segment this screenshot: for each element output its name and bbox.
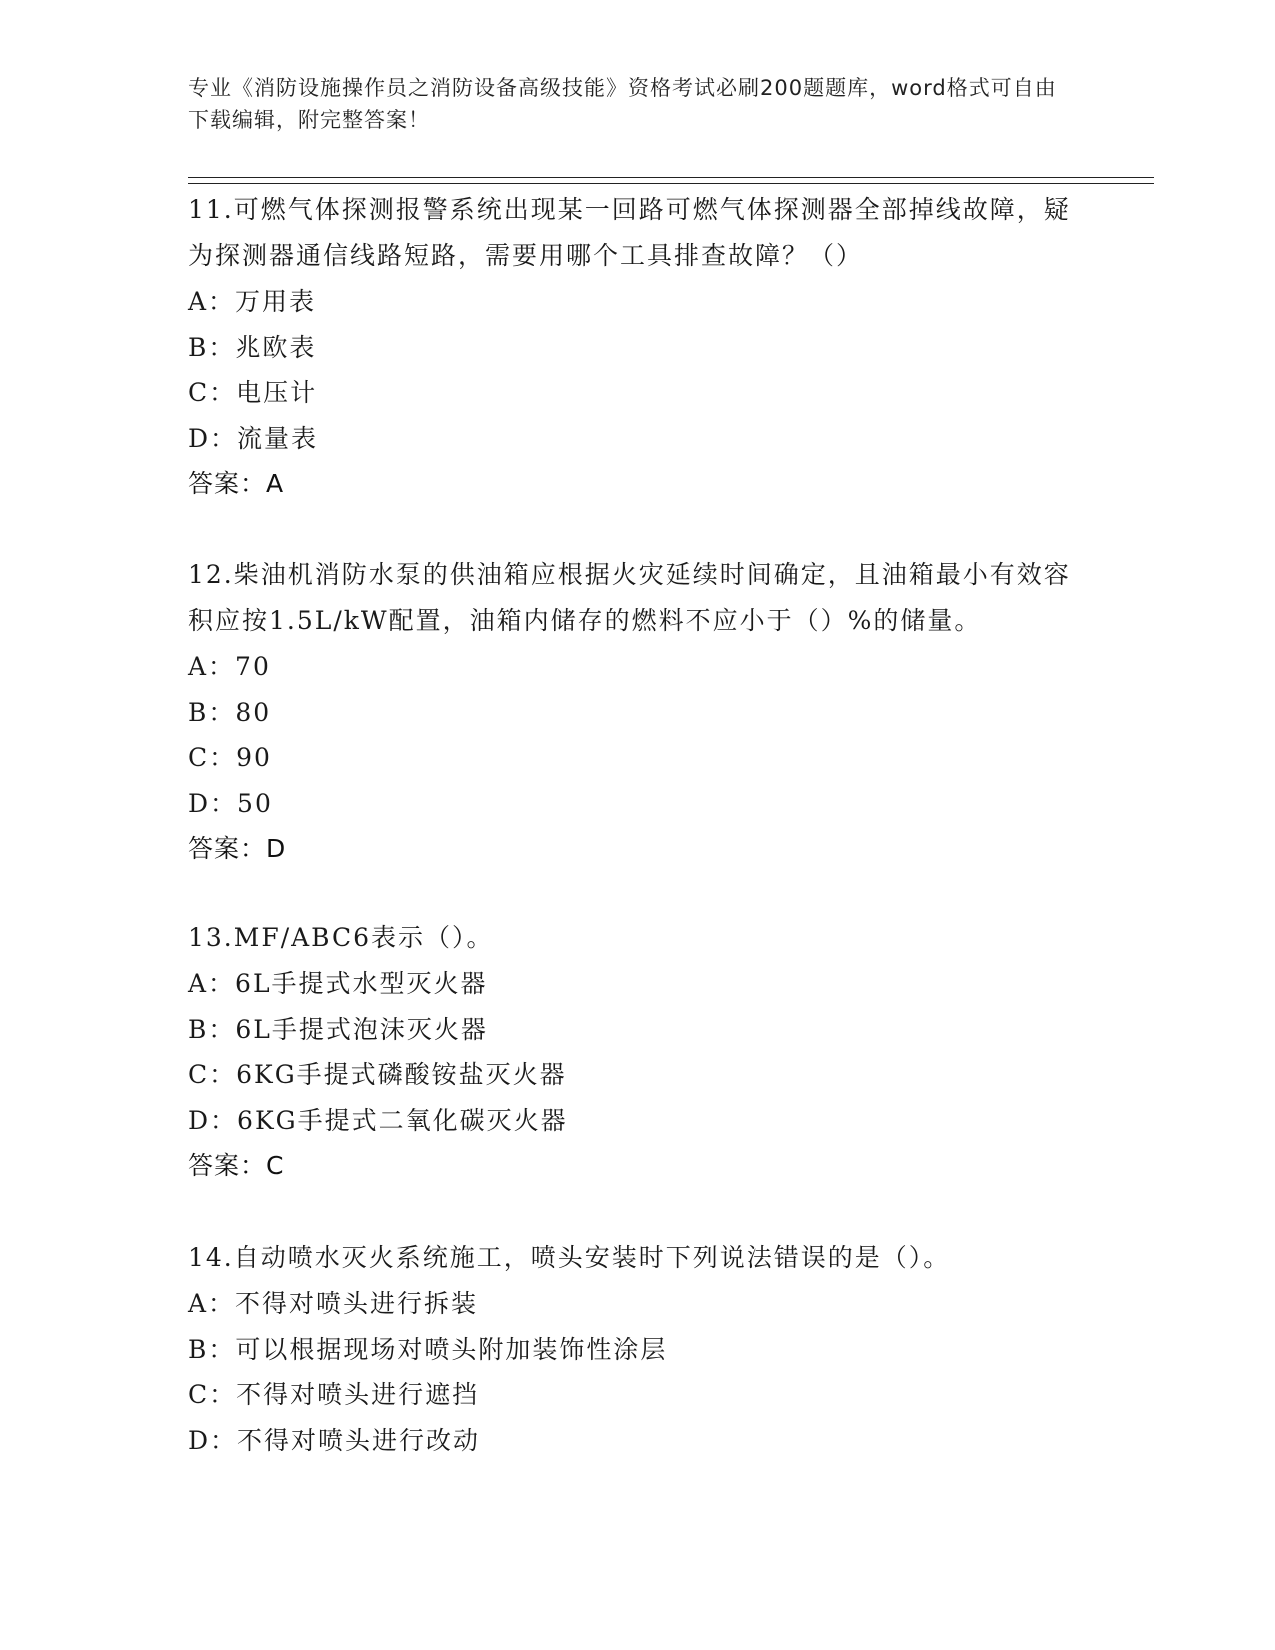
question-14 [188, 1235, 1088, 1463]
question-stem: 14.自动喷水灭火系统施工，喷头安装时下列说法错误的是（）。 [188, 1243, 951, 1272]
document-header: 专业《消防设施操作员之消防设备高级技能》资格考试必刷200题题库，word格式可自由下载编辑，附完整答案！ [188, 76, 1057, 132]
header-rule-bottom [188, 183, 1154, 184]
answer-line: 答案：D [188, 834, 287, 863]
question-13 [188, 915, 1088, 1188]
option-d: D：不得对喷头进行改动 [188, 1425, 481, 1455]
question-stem: 13.MF/ABC6表示（）。 [188, 923, 494, 952]
option-c: C：电压计 [188, 378, 318, 407]
option-c: C：90 [188, 743, 272, 772]
option-b: B：80 [188, 697, 272, 727]
option-c: C：6KG手提式磷酸铵盐灭火器 [188, 1060, 567, 1089]
question-12 [188, 552, 1088, 871]
header-rule-top [188, 177, 1154, 178]
option-b: B：可以根据现场对喷头附加装饰性涂层 [188, 1334, 668, 1364]
question-stem: 12.柴油机消防水泵的供油箱应根据火灾延续时间确定，且油箱最小有效容积应按1.5L/kW配置，油箱内储存的燃料不应小于（）%的储量。 [188, 560, 1071, 635]
option-d: D：50 [188, 788, 273, 818]
answer-line: 答案：A [188, 469, 285, 498]
option-a: A：6L手提式水型灭火器 [188, 969, 488, 998]
option-a: A：万用表 [188, 287, 317, 316]
option-d: D：6KG手提式二氧化碳灭火器 [188, 1105, 568, 1135]
option-b: B：6L手提式泡沫灭火器 [188, 1014, 488, 1044]
question-stem: 11.可燃气体探测报警系统出现某一回路可燃气体探测器全部掉线故障，疑为探测器通信线路短路，需要用哪个工具排查故障？（） [188, 195, 1071, 270]
option-a: A：70 [188, 652, 271, 681]
option-c: C：不得对喷头进行遮挡 [188, 1380, 480, 1409]
option-b: B：兆欧表 [188, 332, 317, 362]
option-d: D：流量表 [188, 423, 319, 453]
option-a: A：不得对喷头进行拆装 [188, 1289, 479, 1318]
question-11 [188, 187, 1088, 506]
answer-line: 答案：C [188, 1151, 285, 1180]
